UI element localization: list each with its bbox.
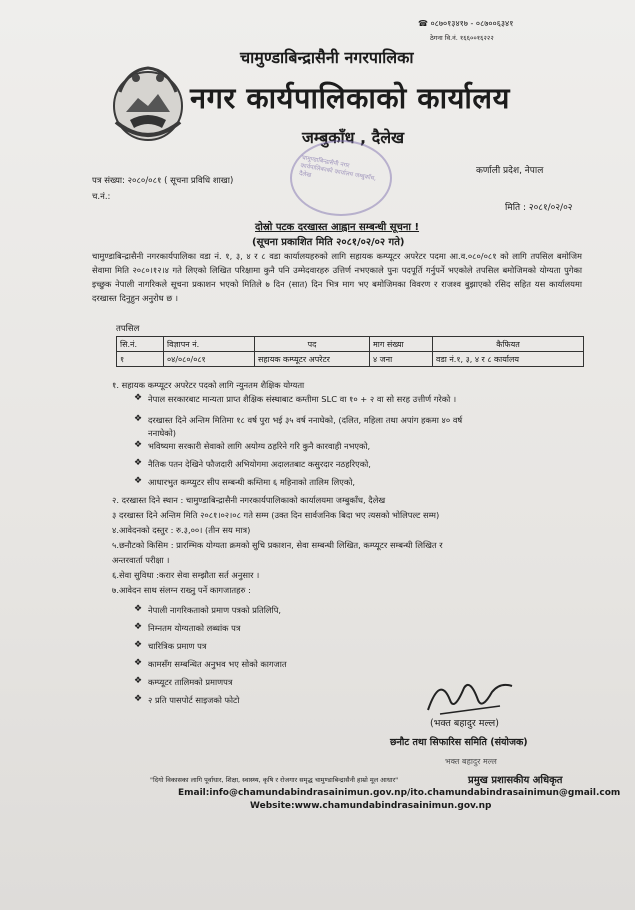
document-item: निम्नतम योग्यताको लब्धांक पत्र — [148, 623, 241, 633]
letter-date: मिति : २०८१/०२/०२ — [505, 203, 573, 213]
diamond-bullet-icon: ❖ — [134, 393, 143, 403]
footer-website: Website:www.chamundabindrasainimun.gov.np — [250, 801, 492, 811]
diamond-bullet-icon: ❖ — [134, 604, 143, 614]
document-item: २ प्रति पासपोर्ट साइजको फोटो — [148, 695, 240, 705]
qualification-item: ननाघेको) — [148, 428, 177, 438]
publication-date: (सूचना प्रकाशित मिति २०८१/०२/०२ गते) — [252, 237, 405, 248]
document-item: नेपाली नागरिकताको प्रमाण पत्रको प्रतिलिपि, — [148, 605, 282, 615]
vacancy-table — [116, 336, 584, 367]
qualification-item: आधारभुत कम्प्युटर सीप सम्बन्धी कम्तिमा ६ महिनाको तालिम लिएको, — [148, 477, 356, 487]
diamond-bullet-icon: ❖ — [134, 676, 143, 686]
handwritten-signature — [420, 670, 520, 720]
table-header-cell: कैफियत — [433, 337, 584, 352]
qualification-item: भविष्यमा सरकारी सेवाको लागि अयोग्य ठहरिने गरि कुनै कारवाही नभएको, — [148, 441, 371, 451]
table-cell: १ — [117, 352, 164, 367]
diamond-bullet-icon: ❖ — [134, 694, 143, 704]
qualification-title: १. सहायक कम्प्यूटर अपरेटर पदको लागि न्युनतम शैक्षिक योग्यता — [112, 380, 305, 390]
table-label: तपसिल — [116, 324, 140, 334]
province: कर्णाली प्रदेश, नेपाल — [476, 166, 544, 176]
table-header-cell: विज्ञापन नं. — [164, 337, 255, 352]
table-header-cell: सि.नं. — [117, 337, 164, 352]
nepal-emblem-icon — [106, 62, 190, 146]
document-item: चारित्रिक प्रमाण पत्र — [148, 641, 207, 651]
table-cell: ०४/०८०/०८१ — [164, 352, 255, 367]
requirement-item: ६.सेवा सुविधा :करार सेवा सम्झौता सर्त अनुसार । — [112, 570, 260, 580]
officer-title-stamp: प्रमुख प्रशासकीय अधिकृत — [468, 775, 563, 786]
table-header-row — [117, 337, 584, 352]
diamond-bullet-icon: ❖ — [134, 640, 143, 650]
office-address: जम्बुकाँध , दैलेख — [302, 128, 405, 147]
stamp-name: भक्त बहादुर मल्ल — [445, 757, 497, 766]
qualification-item: दरखास्त दिने अन्तिम मितिमा १८ वर्ष पुरा भई ३५ वर्ष ननाघेको, (दलित, महिला तथा अपांग हकमा ४० वर्ष — [148, 415, 463, 425]
notice-subject: दोस्रो पटक दरखास्त आह्वान सम्बन्धी सूचना ! — [255, 222, 420, 233]
phone-number: ☎ ०८७०१३४१७ - ०८७००६३४१ — [418, 19, 514, 28]
requirement-item: ३ दरखास्त दिने अन्तिम मिति २०८१।०२।०८ गते सम्म (उक्त दिन सार्वजनिक बिदा भए त्यसको भोलिपल्ट सम्म) — [112, 510, 440, 520]
table-cell: वडा नं.१, ३, ४ र ८ कार्यालय — [433, 352, 584, 367]
dispatch-number: च.नं.: — [92, 192, 111, 202]
reference-number: पत्र संख्या: २०८०/०८१ ( सूचना प्रविधि शाखा) — [92, 176, 234, 186]
footer-motto: "दिगो विकासका लागि पूर्वाधार, शिक्षा, स्वास्थ्य, कृषि र रोजगार समृद्ध चामुण्डाबिन्द्रासैनी हाम्रो मूल आधार" — [150, 776, 399, 784]
table-row — [117, 352, 584, 367]
diamond-bullet-icon: ❖ — [134, 622, 143, 632]
footer-email: Email:info@chamundabindrasainimun.gov.np/ito.chamundabindrasainimun@gmail.com — [178, 788, 621, 798]
qualification-item: नेपाल सरकारबाट मान्यता प्राप्त शैक्षिक संस्थाबाट कम्तीमा SLC वा १० + २ वा सो सरह उत्तीर्ण गरेको । — [148, 394, 457, 404]
table-header-cell: माग संख्या — [370, 337, 433, 352]
notice-body: चामुण्डाबिन्द्रासैनी नगरकार्यपालिका वडा नं. १, ३, ४ र ८ वडा कार्यालयहरुको लागि सहायक कम्प्यूटर अपरेटर पदमा आ.व.०८०/०८१ को लागि तपसिल बमोजिम सेवामा मिति २०८०।१२।४ गते लिएको लिखित परिक्षामा कुनै पनि उम्मेदवारहरु उत्तिर्ण नभएकाले पुनः पदपूर्ति गर्नुपर्ने भएकोले तपसिल बमोजिमको योग्यता पुगेका इच्छुक नेपाली नागरिकले सूचना प्रकाशन भएको मितिले ७ दिन (सात) दिन भित्र माग भए बमोजिमका विवरण र राजश्व बुझाएको रसिद सहित यस कार्यालयमा दरखास्त दिनुहुन अनुरोध छ । — [92, 251, 582, 303]
signatory-title: छनौट तथा सिफारिस समिति (संयोजक) — [390, 737, 528, 748]
table-cell: सहायक कम्प्यूटर अपरेटर — [255, 352, 370, 367]
fax-number: ठेगना वि.नं. १६६००१६२२२ — [430, 34, 494, 42]
document-item: कामसँग सम्बन्धित अनुभव भए सोको कागजात — [148, 659, 287, 669]
document-item: कम्प्यूटर तालिमको प्रमाणपत्र — [148, 677, 233, 687]
requirement-item: २. दरखास्त दिने स्थान : चामुण्डाबिन्द्रासैनी नगरकार्यपालिकाको कार्यालयमा जम्बुकाँध, दैलेख — [112, 495, 386, 505]
signatory-name: (भक्त बहादुर मल्ल) — [430, 718, 499, 729]
municipality-name: चामुण्डाबिन्द्रासैनी नगरपालिका — [240, 48, 414, 67]
diamond-bullet-icon: ❖ — [134, 414, 143, 424]
table-cell: ४ जना — [370, 352, 433, 367]
diamond-bullet-icon: ❖ — [134, 440, 143, 450]
qualification-item: नैतिक पतन देखिने फौजदारी अभियोगमा अदालतबाट कसुरदार नठहरिएको, — [148, 459, 371, 469]
diamond-bullet-icon: ❖ — [134, 458, 143, 468]
requirement-item: ७.आवेदन साथ संलग्न राख्नु पर्ने कागजातहरु : — [112, 585, 251, 595]
office-title: नगर कार्यपालिकाको कार्यालय — [190, 81, 510, 115]
diamond-bullet-icon: ❖ — [134, 476, 143, 486]
requirement-item: ५.छनौटको किसिम : प्रारम्भिक योग्यता क्रमको सुचि प्रकाशन, सेवा सम्बन्धी लिखित, कम्प्यूटर सम्बन्धी लिखित र — [112, 540, 443, 550]
office-stamp-text: चामुण्डाबिन्द्रासैनी नगर कार्यपालिकाको कार्यालय जम्बुकाँध, दैलेख — [298, 154, 377, 183]
requirement-item: ४.आवेदनको दस्तुर : रु.३,००। (तीन सय मात्र) — [112, 525, 251, 535]
requirement-item: अन्तरवार्ता परीक्षा । — [112, 555, 170, 565]
diamond-bullet-icon: ❖ — [134, 658, 143, 668]
table-header-cell: पद — [255, 337, 370, 352]
